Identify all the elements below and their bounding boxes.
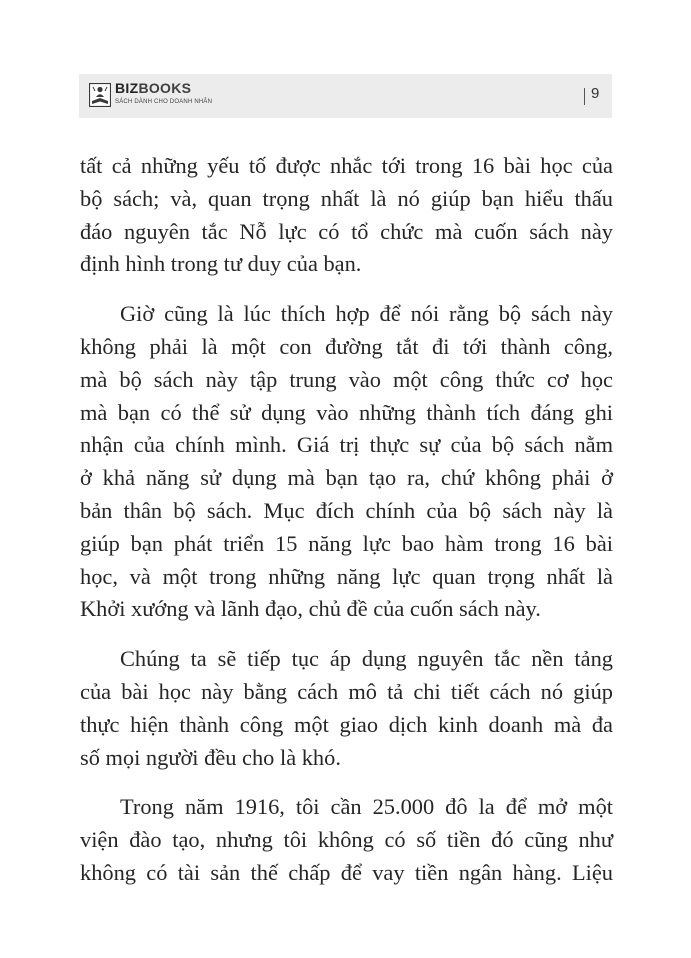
text-line: tất cả những yếu tố được nhắc tới trong 16 bài học của <box>80 153 613 178</box>
text-line: giúp bạn phát triển 15 năng lực bao hàm trong 16 bài <box>80 530 613 556</box>
book-person-icon <box>89 83 111 107</box>
brand-logo <box>115 80 191 96</box>
text-line: thực hiện thành công một giao dịch kinh doanh mà đa <box>80 711 613 737</box>
text-line: học, và một trong những năng lực quan trọng nhất là <box>80 563 613 589</box>
text-line: Giờ cũng là lúc thích hợp để nói rằng bộ sách này <box>120 301 613 327</box>
text-line: bộ sách; và, quan trọng nhất là nó giúp bạn hiểu thấu <box>80 185 613 211</box>
text-line: ở khả năng sử dụng mà bạn tạo ra, chứ không phải ở <box>80 465 613 491</box>
header-divider <box>584 88 585 105</box>
brand-tagline: SÁCH DÀNH CHO DOANH NHÂN <box>115 99 213 105</box>
text-line: không có tài sản thế chấp để vay tiền ngân hàng. Liệu <box>80 859 613 885</box>
text-line: số mọi người đều cho là khó. <box>80 744 341 770</box>
body-text <box>80 150 613 890</box>
text-line: Khởi xướng và lãnh đạo, chủ đề của cuốn sách này. <box>80 596 541 622</box>
brand-prefix: BIZ <box>115 80 139 96</box>
text-line: định hình trong tư duy của bạn. <box>80 251 362 277</box>
text-line: mà bạn có thể sử dụng vào những thành tích đáng ghi <box>80 399 613 425</box>
text-line: của bài học này bằng cách mô tả chi tiết cách nó giúp <box>80 678 613 704</box>
text-line: viện đào tạo, nhưng tôi không có số tiền đó cũng như <box>80 827 613 853</box>
text-line: Trong năm 1916, tôi cần 25.000 đô la để mở một <box>120 794 613 820</box>
paragraph <box>80 791 613 889</box>
paragraph <box>80 643 613 774</box>
brand-suffix: BOOKS <box>138 80 192 96</box>
page-number: 9 <box>591 85 600 102</box>
text-line: nhận của chính mình. Giá trị thực sự của bộ sách nằm <box>80 432 613 458</box>
text-line: đáo nguyên tắc Nỗ lực có tổ chức mà cuốn sách này <box>80 218 613 244</box>
text-line: Chúng ta sẽ tiếp tục áp dụng nguyên tắc nền tảng <box>120 646 613 672</box>
text-line: không phải là một con đường tắt đi tới thành công, <box>80 333 613 359</box>
paragraph <box>80 298 613 626</box>
text-line: bản thân bộ sách. Mục đích chính của bộ sách này là <box>80 497 613 523</box>
running-header <box>79 74 612 118</box>
paragraph <box>80 150 613 281</box>
text-line: mà bộ sách này tập trung vào một công thức cơ học <box>80 366 613 392</box>
